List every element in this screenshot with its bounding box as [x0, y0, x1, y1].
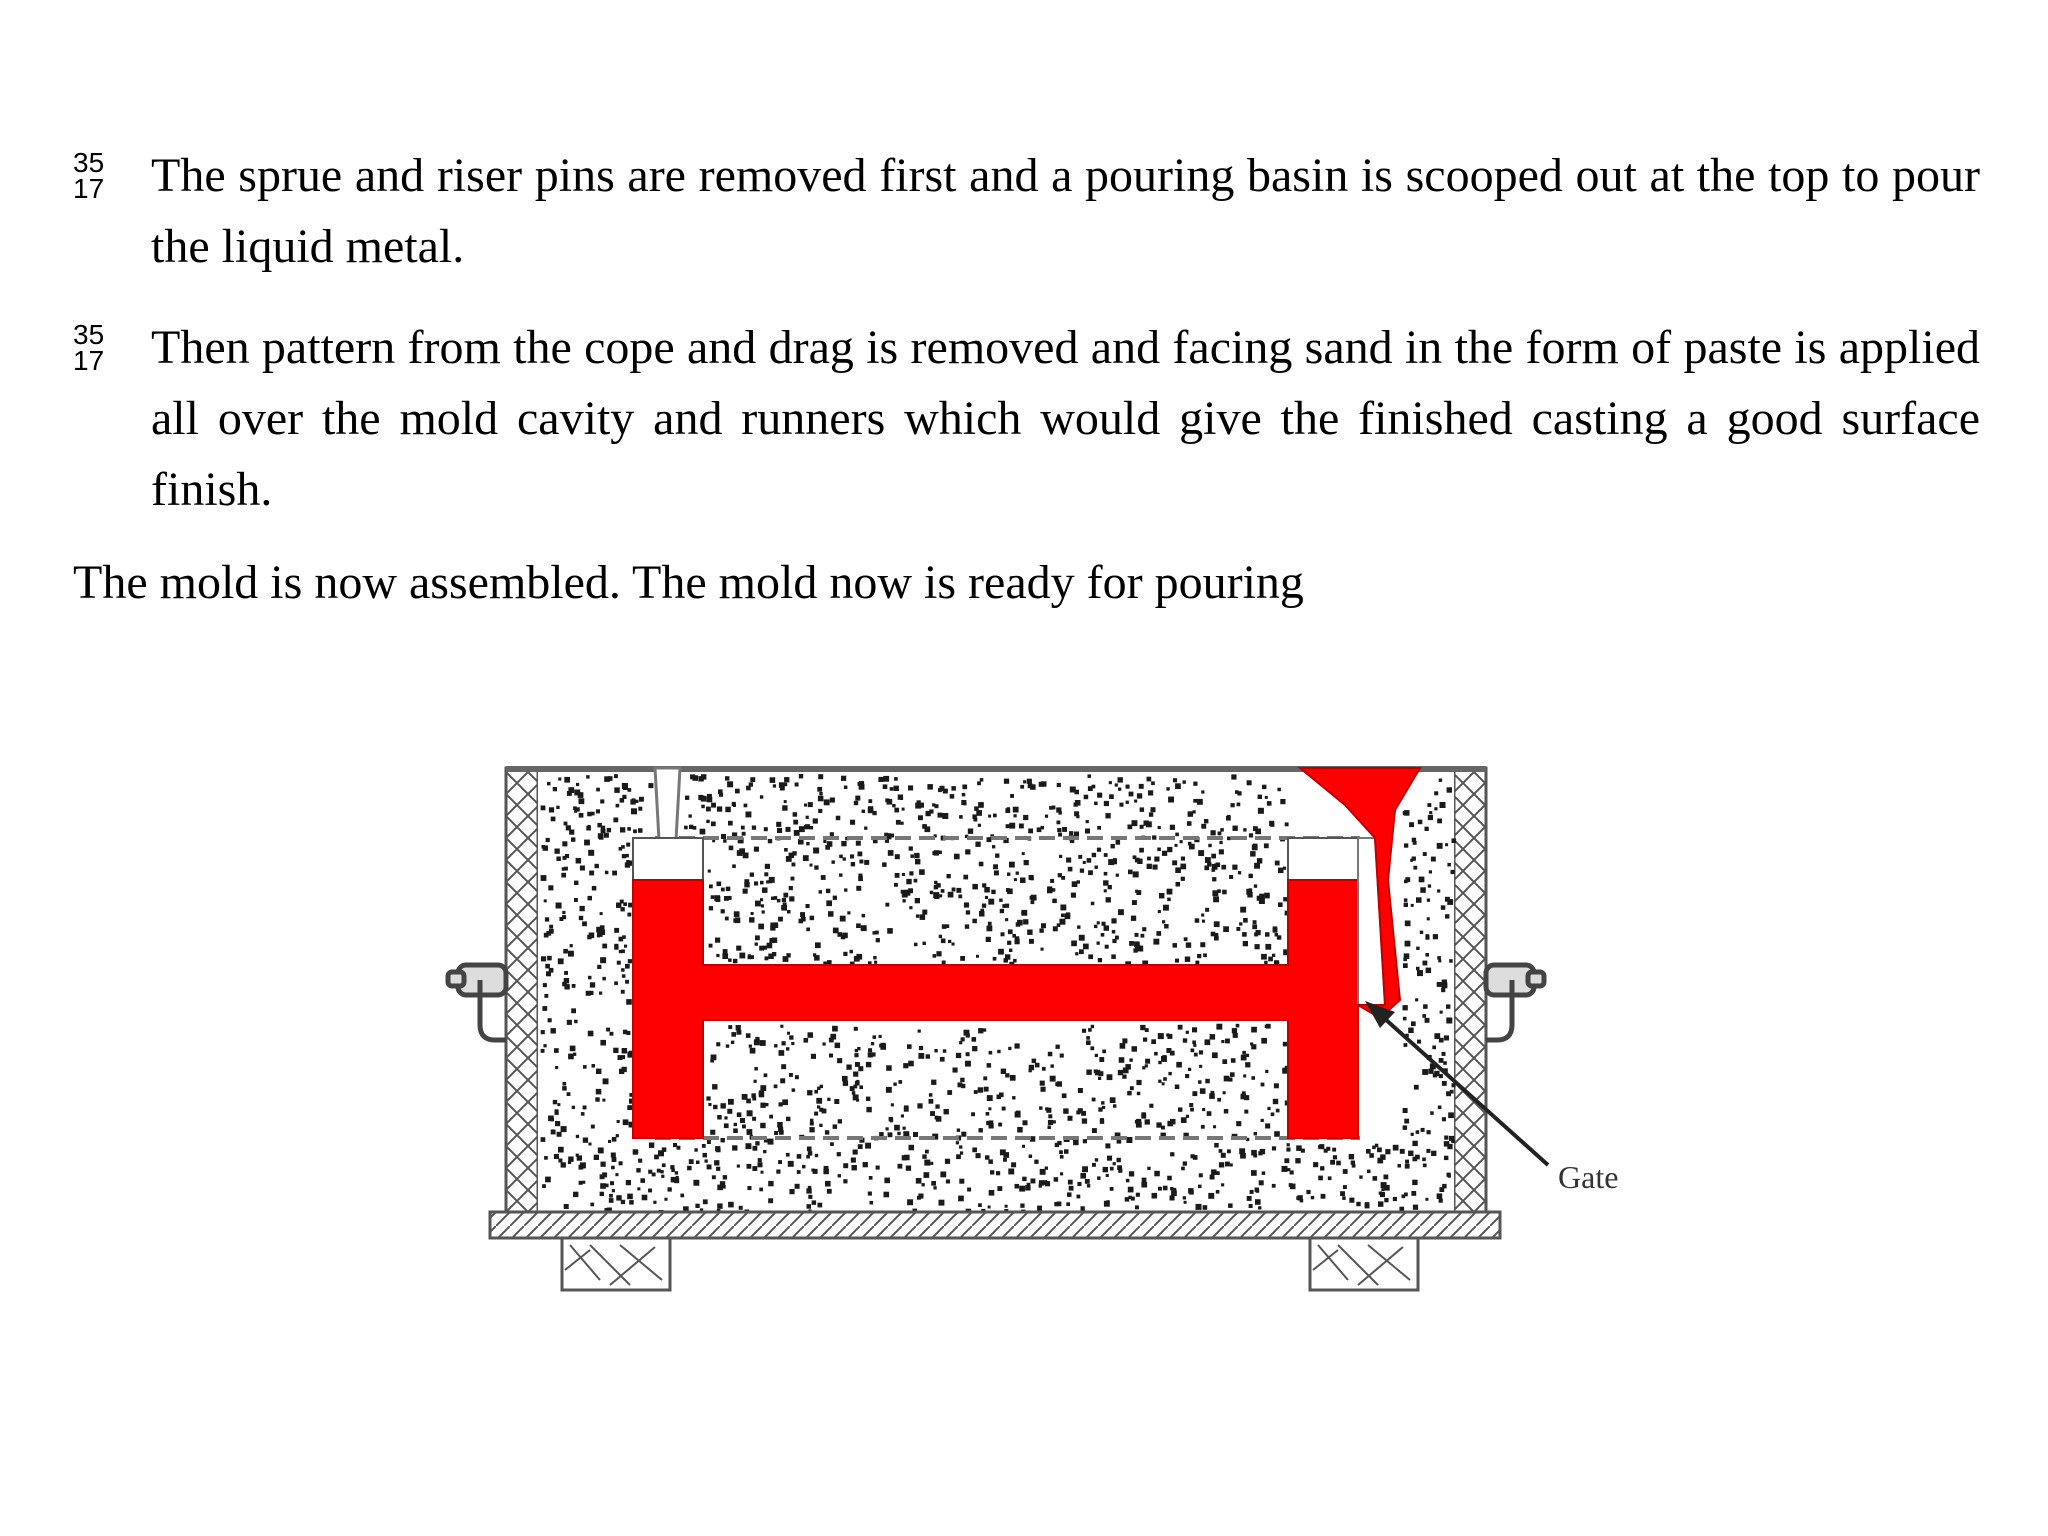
right-riser-air — [1288, 838, 1358, 880]
flask-wall-left — [506, 768, 538, 1212]
bullet-marker: 35 17 — [73, 147, 105, 204]
bullet-marker: 35 17 — [73, 319, 105, 376]
paragraph-text: The sprue and riser pins are removed first and a pouring basin is scooped out at the top to pour the liquid metal. — [151, 149, 1980, 273]
closing-sentence: The mold is now assembled. The mold now is ready for pouring — [73, 556, 1304, 609]
gate-label: Gate — [1558, 1159, 1619, 1195]
bottom-board — [490, 1212, 1500, 1238]
flask-handle-right — [1486, 965, 1544, 1040]
support-block-left — [562, 1238, 670, 1290]
flask-wall-right — [1454, 768, 1486, 1212]
support-block-right — [1310, 1238, 1418, 1290]
riser-pin — [655, 768, 680, 840]
paragraph-sprue-riser — [73, 140, 1980, 282]
flask-handle-left — [448, 965, 506, 1040]
left-riser-air — [633, 838, 703, 880]
mold-diagram — [440, 750, 1640, 1320]
paragraph-pattern-removal — [73, 312, 1980, 525]
paragraph-text: Then pattern from the cope and drag is removed and facing sand in the form of paste is applied all over the mold cavity and runners which would give the finished casting a good surface finish. — [151, 321, 1980, 516]
